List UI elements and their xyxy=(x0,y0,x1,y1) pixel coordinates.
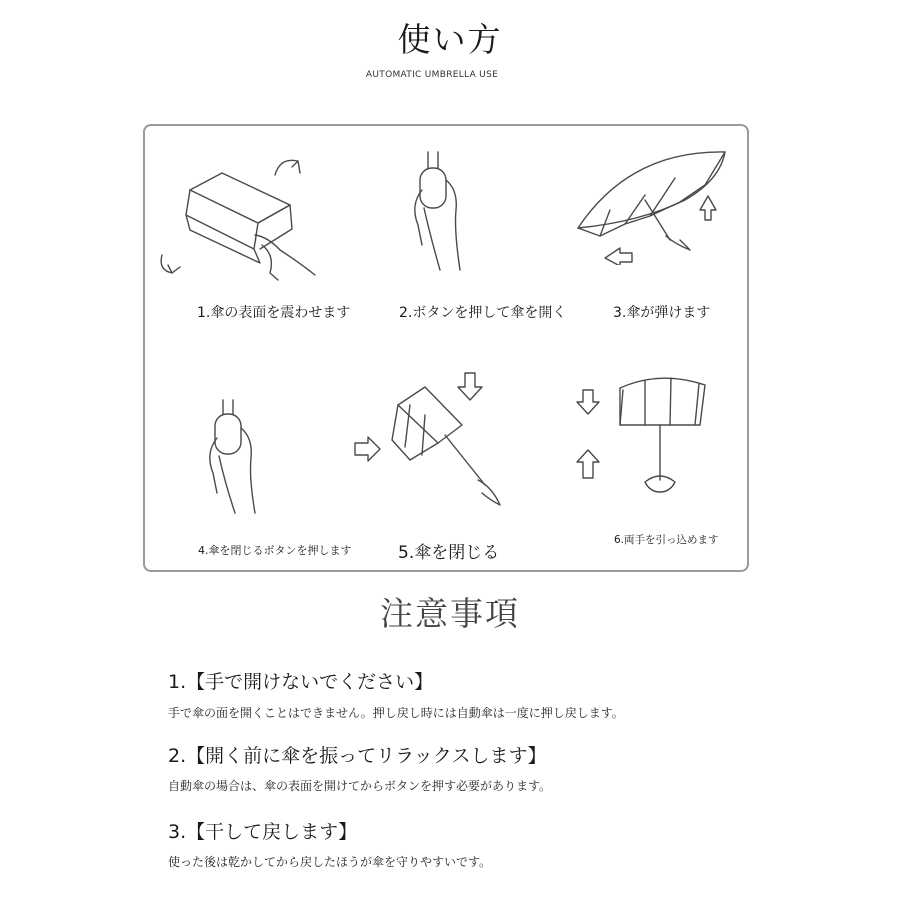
close-umbrella-icon xyxy=(350,365,520,520)
notes-title: 注意事項 xyxy=(380,594,520,633)
press-open-button-icon xyxy=(400,150,480,275)
step-4-caption: 4.傘を閉じるボタンを押します xyxy=(198,544,352,557)
umbrella-open-icon xyxy=(570,140,730,265)
shake-umbrella-icon xyxy=(150,145,330,295)
page-subtitle: AUTOMATIC UMBRELLA USE xyxy=(365,70,499,80)
step-6-caption: 6.両手を引っ込めます xyxy=(614,534,719,546)
step-2-caption: 2.ボタンを押して傘を開く xyxy=(399,305,567,321)
note-2-heading: 2.【開く前に傘を振ってリラックスします】 xyxy=(168,745,547,767)
note-3-heading: 3.【干して戻します】 xyxy=(168,821,358,843)
step-3-caption: 3.傘が弾けます xyxy=(613,305,711,321)
note-1-heading: 1.【手で開けないでください】 xyxy=(168,671,434,693)
step-5-caption: 5.傘を閉じる xyxy=(398,543,500,563)
retract-shaft-icon xyxy=(575,370,730,505)
note-1-body: 手で傘の面を開くことはできません。押し戻し時には自動傘は一度に押し戻します。 xyxy=(168,706,624,720)
step-1-caption: 1.傘の表面を震わせます xyxy=(197,305,351,321)
page-title: 使い方 xyxy=(397,20,503,59)
press-close-button-icon xyxy=(195,398,275,523)
note-2-body: 自動傘の場合は、傘の表面を開けてからボタンを押す必要があります。 xyxy=(168,779,552,793)
note-3-body: 使った後は乾かしてから戻したほうが傘を守りやすいです。 xyxy=(168,855,492,869)
